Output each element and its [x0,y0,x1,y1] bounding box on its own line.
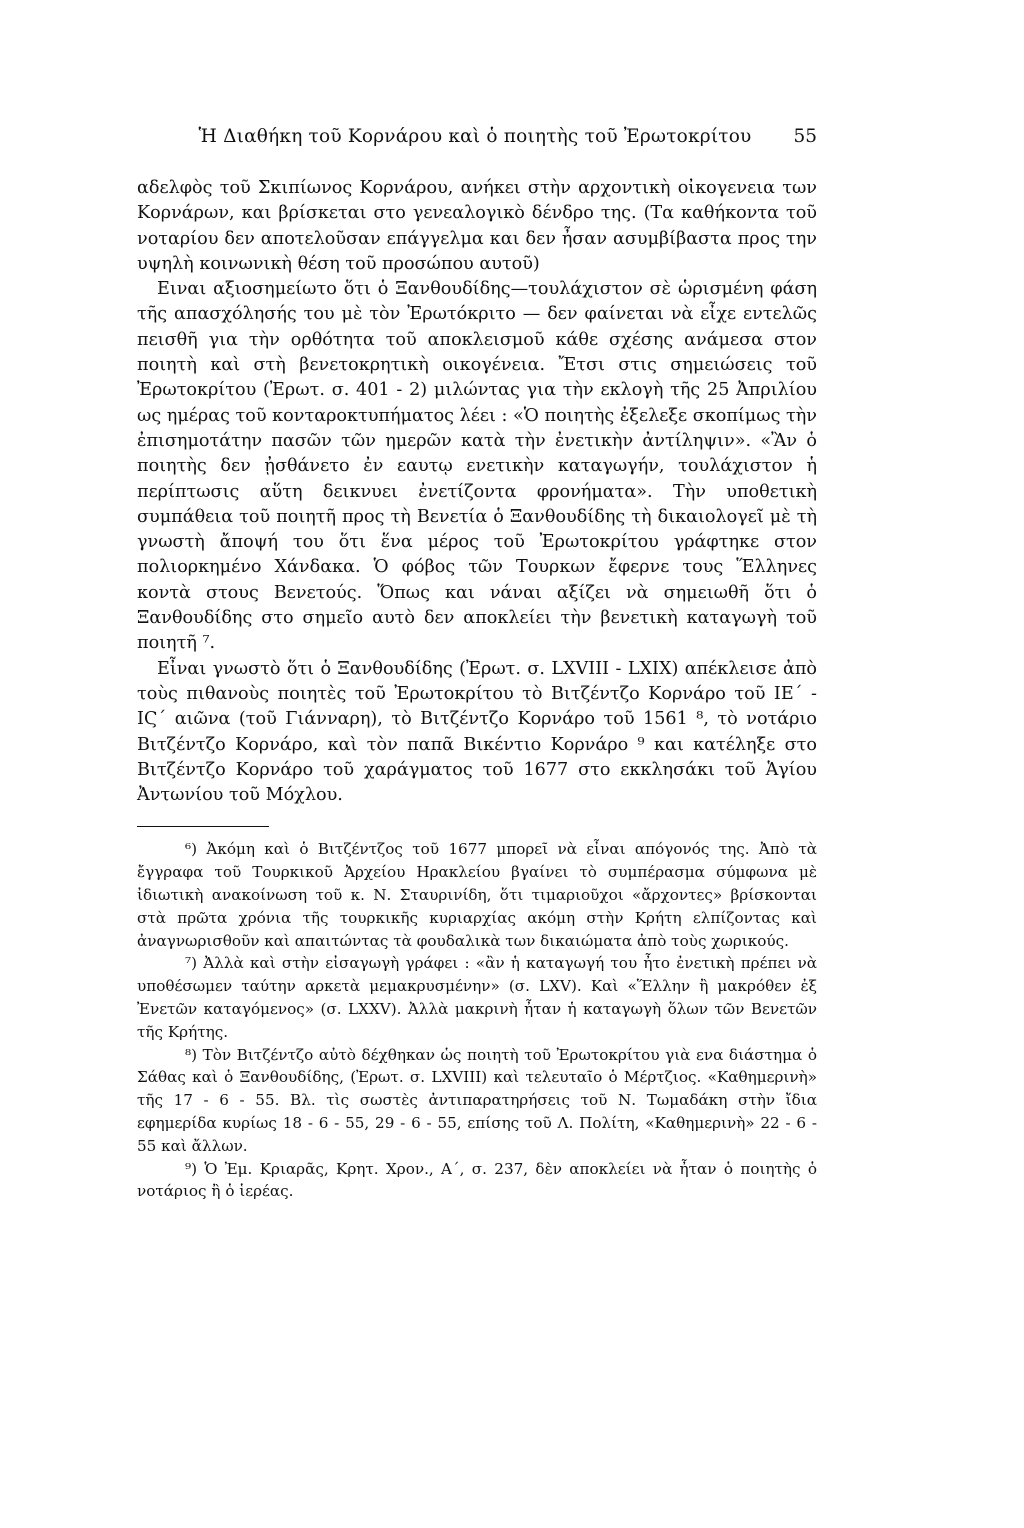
page-number: 55 [793,126,817,147]
book-page [137,125,817,1203]
body-paragraph: Εἶναι γνωστὸ ὅτι ὁ Ξανθουδίδης (Ἐρωτ. σ. LXVIII - LXIX) απέκλεισε ἀπὸ τοὺς πιθανοὺς ποιητὲς τοῦ Ἐρωτοκρίτου τὸ Βιτζέντζο Κορνάρο τοῦ ΙΕ΄ - ΙϚ΄ αιῶνα (τοῦ Γιάνναρη), τὸ Βιτζέντζο Κορνάρο τοῦ 1561 ⁸, τὸ νοτάριο Βιτζέντζο Κορνάρο, καὶ τὸν παπᾶ Βικέντιο Κορνάρο ⁹ και κατέληξε στο Βιτζέντζο Κορνάρο τοῦ χαράγματος τοῦ 1677 στο εκκλησάκι τοῦ Ἁγίου Ἀντωνίου τοῦ Μόχλου. [137,658,817,806]
footnotes [137,838,817,1203]
main-text [137,176,817,808]
footnote: ⁷) Ἀλλὰ καὶ στὴν εἰσαγωγὴ γράφει : «ἂν ἡ καταγωγή του ἦτο ἐνετικὴ πρέπει νὰ υποθέσωμεν ταύτην αρκετὰ μεμακρυσμένην» (σ. LXV). Καὶ «Ἕλλην ἢ μακρόθεν ἐξ Ἐνετῶν καταγόμενος» (σ. LXXV). Ἀλλὰ μακρινὴ ἦταν ἡ καταγωγὴ ὅλων τῶν Βενετῶν τῆς Κρήτης. [137,954,817,1041]
body-paragraph: αδελφὸς τοῦ Σκιπίωνος Κορνάρου, ανήκει στὴν αρχοντικὴ οἰκογενεια των Κορνάρων, και βρίσκεται στο γενεαλογικὸ δένδρο της. (Τα καθήκοντα τοῦ νοταρίου δεν αποτελοῦσαν επάγγελμα και δεν ἦσαν ασυμβίβαστα προς την υψηλὴ κοινωνικὴ θέση τοῦ προσώπου αυτοῦ) [137,178,817,274]
footnote: ⁸) Τὸν Βιτζέντζο αὐτὸ δέχθηκαν ὡς ποιητὴ τοῦ Ἐρωτοκρίτου γιὰ ενα διάστημα ὁ Σάθας καὶ ὁ Ξανθουδίδης, (Ἐρωτ. σ. LXVIII) καὶ τελευταῖο ὁ Μέρτζιος. «Καθημερινὴ» τῆς 17 - 6 - 55. Βλ. τὶς σωστὲς ἀντιπαρατηρήσεις τοῦ Ν. Τωμαδάκη στὴν ἴδια εφημερίδα κυρίως 18 - 6 - 55, 29 - 6 - 55, επίσης τοῦ Λ. Πολίτη, «Καθημερινὴ» 22 - 6 - 55 καὶ ἄλλων. [137,1045,817,1155]
running-title: Ἡ Διαθήκη τοῦ Κορνάρου καὶ ὁ ποιητὴς τοῦ Ἐρωτοκρίτου [198,126,752,147]
running-header [137,125,817,149]
footnote: ⁶) Ἀκόμη καὶ ὁ Βιτζέντζος τοῦ 1677 μπορεῖ νὰ εἶναι απόγονός της. Ἀπὸ τὰ ἔγγραφα τοῦ Τουρκικοῦ Ἀρχείου Ηρακλείου βγαίνει τὸ συμπέρασμα σύμφωνα μὲ ἰδιωτικὴ ανακοίνωση τοῦ κ. Ν. Σταυρινίδη, ὅτι τιμαριοῦχοι «ἄρχοντες» βρίσκονται στὰ πρῶτα χρόνια τῆς τουρκικῆς κυριαρχίας ακόμη στὴν Κρήτη ελπίζοντας καὶ ἀναγνωρισθοῦν καὶ απαιτώντας τὰ φουδαλικὰ των δικαιώματα ἀπὸ τοὺς χωρικούς. [137,840,817,950]
body-paragraph: Ειναι αξιοσημείωτο ὅτι ὁ Ξανθουδίδης—τουλάχιστον σὲ ὡρισμένη φάση τῆς απασχόλησής του μὲ τὸν Ἐρωτόκριτο — δεν φαίνεται νὰ εἶχε εντελῶς πεισθῆ για τὴν ορθότητα τοῦ αποκλεισμοῦ κάθε σχέσης ανάμεσα στον ποιητὴ καὶ στὴ βενετοκρητικὴ οικογένεια. Ἔτσι στις σημειώσεις τοῦ Ἐρωτοκρίτου (Ἐρωτ. σ. 401 - 2) μιλώντας για τὴν εκλογὴ τῆς 25 Ἀπριλίου ως ημέρας τοῦ κονταροκτυπήματος λέει : «Ὁ ποιητὴς ἐξελεξε σκοπίμως τὴν ἐπισημοτάτην πασῶν τῶν ημερῶν κατὰ τὴν ἐνετικὴν ἀντίληψιν». «Ἂν ὁ ποιητὴς δεν ᾐσθάνετο ἐν εαυτῳ ενετικὴν καταγωγήν, τουλάχιστον ἡ περίπτωσις αὕτη δεικνυει ἐνετίζοντα φρονήματα». Τὴν υποθετικὴ συμπάθεια τοῦ ποιητῆ προς τὴ Βενετία ὁ Ξανθουδίδης τὴ δικαιολογεῖ μὲ τὴ γνωστὴ ἄποψή του ὅτι ἕνα μέρος τοῦ Ἐρωτοκρίτου γράφτηκε στον πολιορκημένο Χάνδακα. Ὁ φόβος τῶν Τουρκων ἔφερνε τους Ἕλληνες κοντὰ στους Βενετούς. Ὅπως και νάναι αξίζει νὰ σημειωθῆ ὅτι ὁ Ξανθουδίδης στο σημεῖο αυτὸ δεν αποκλείει τὴν βενετικὴ καταγωγὴ τοῦ ποιητῆ ⁷. [137,279,817,654]
footnote-separator [137,826,269,827]
footnote: ⁹) Ὁ Ἐμ. Κριαρᾶς, Κρητ. Χρον., Α΄, σ. 237, δὲν αποκλείει νὰ ἦταν ὁ ποιητὴς ὁ νοτάριος ἢ ὁ ἱερέας. [137,1159,817,1201]
